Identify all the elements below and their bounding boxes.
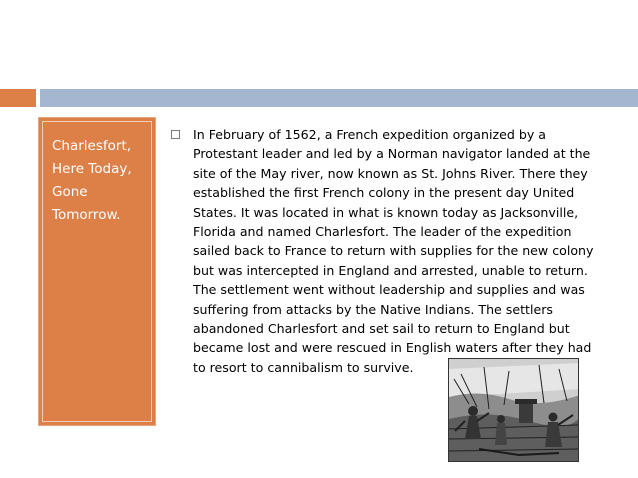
woodcut-image (449, 359, 579, 462)
title-panel (38, 117, 156, 426)
hollow-square-bullet-icon (171, 130, 180, 139)
header-accent-blue (40, 89, 638, 107)
slide-body-text: In February of 1562, a French expedition organized by a Protestant leader and led by a Norman navigator landed at the site of the May river, now known as St. Johns River. There they established the first French colony in the present day United States. It was located in what is known today as Jacksonville, Florida and named Charlesfort. The leader of the expedition sailed back to France to return with supplies for the new colony but was intercepted in England and arrested, unable to return. The settlement went without leadership and supplies and was suffering from attacks by the Native Indians. The settlers abandoned Charlesfort and set sail to return to England but became lost and were rescued in English waters after they had to resort to cannibalism to survive. (193, 127, 594, 375)
header-accent-orange (0, 89, 36, 107)
slide-title: Charlesfort, Here Today, Gone Tomorrow. (52, 138, 132, 223)
settlers-woodcut-illustration (448, 358, 579, 462)
